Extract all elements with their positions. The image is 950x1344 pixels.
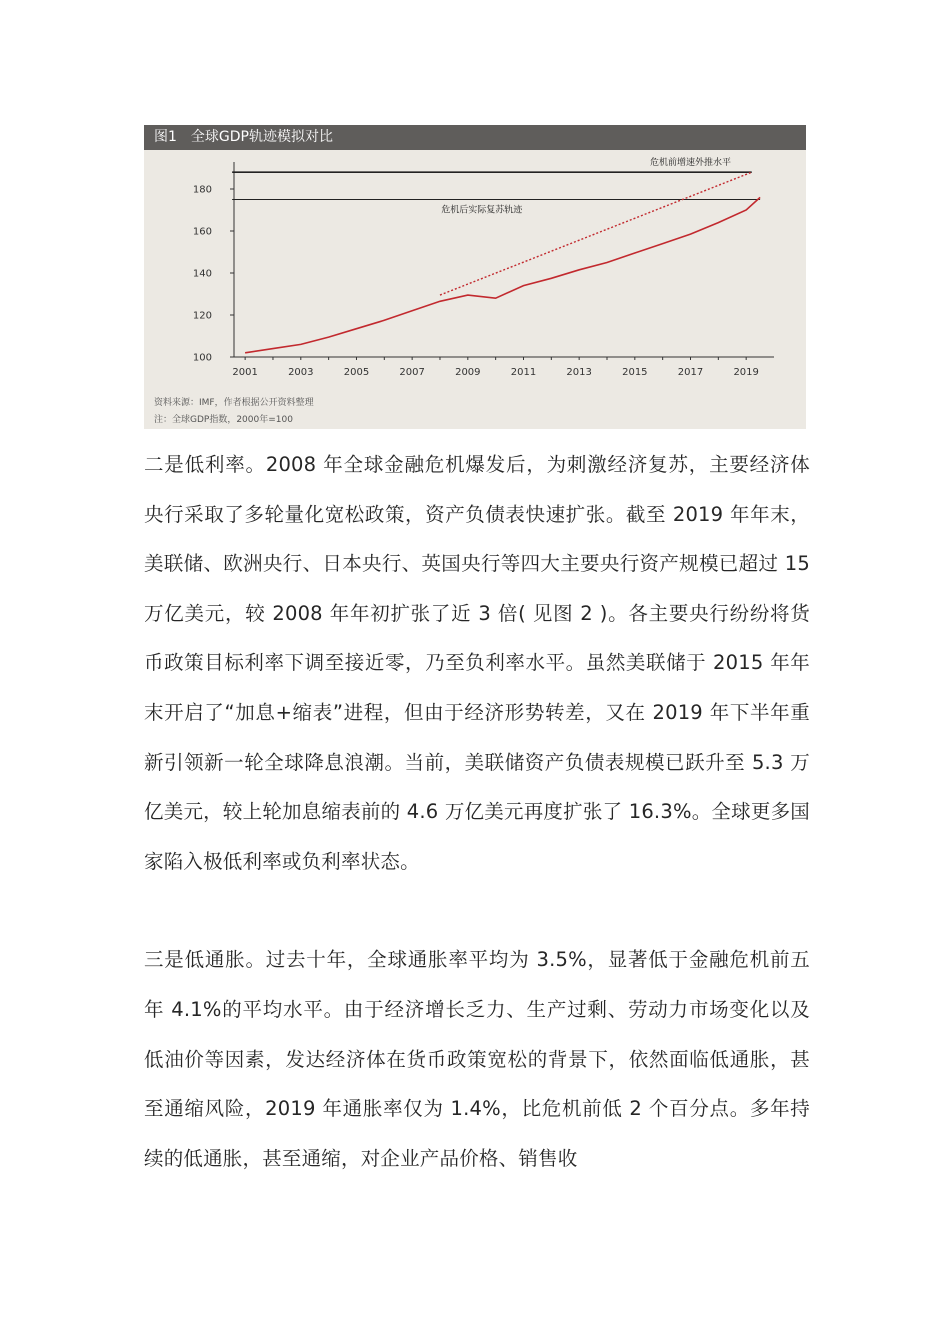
x-tick-label: 2003 bbox=[288, 367, 314, 378]
figure-note: 注：全球GDP指数，2000年=100 bbox=[154, 415, 293, 425]
y-tick-label: 140 bbox=[192, 268, 212, 280]
paragraph-low-interest: 二是低利率。2008 年全球金融危机爆发后，为刺激经济复苏，主要经济体央行采取了多轮量化宽松政策，资产负债表快速扩张。截至 2019 年年末，美联储、欧洲央行、日本央行、英国央行等四大主要央行资产规模已超过 15 万亿美元，较 2008 年年初扩张了近 3 倍( 见图 2 )。各主要央行纷纷将货币政策目标利率下调至接近零，乃至负利率水平。虽然美联储于 2015 年年末开启了“加息+缩表”进程，但由于经济形势转差，又在 2019 年下半年重新引领新一轮全球降息浪潮。当前，美联储资产负债表规模已跃升至 5.3 万亿美元，较上轮加息缩表前的 4.6 万亿美元再度扩张了 16.3%。全球更多国家陷入极低利率或负利率状态。 bbox=[144, 453, 810, 873]
reference-line-label: 危机后实际复苏轨迹 bbox=[441, 205, 523, 216]
x-tick-label: 2019 bbox=[733, 367, 759, 378]
x-tick-label: 2005 bbox=[343, 367, 370, 378]
gdp-extrapolated-line bbox=[440, 172, 752, 295]
y-tick-label: 160 bbox=[192, 226, 212, 238]
figure-source: 资料来源：IMF，作者根据公开资料整理 bbox=[154, 398, 314, 408]
figure-gdp bbox=[144, 125, 806, 429]
paragraph-gap bbox=[144, 886, 810, 935]
article-body bbox=[144, 440, 810, 1183]
paragraph-low-inflation: 三是低通胀。过去十年，全球通胀率平均为 3.5%，显著低于金融危机前五年 4.1%的平均水平。由于经济增长乏力、生产过剩、劳动力市场变化以及低油价等因素，发达经济体在货币政策宽松的背景下，依然面临低通胀，甚至通缩风险，2019 年通胀率仅为 1.4%，比危机前低 2 个百分点。多年持续的低通胀，甚至通缩，对企业产品价格、销售收 bbox=[144, 948, 810, 1170]
x-tick-label: 2001 bbox=[232, 367, 258, 378]
figure-header bbox=[144, 125, 806, 150]
x-tick-label: 2015 bbox=[622, 367, 648, 378]
y-tick-label: 100 bbox=[192, 352, 212, 364]
y-tick-label: 120 bbox=[192, 310, 212, 322]
figure-title: 全球GDP轨迹模拟对比 bbox=[190, 129, 333, 145]
gdp-chart bbox=[144, 150, 806, 429]
y-tick-label: 180 bbox=[192, 184, 212, 196]
x-tick-label: 2007 bbox=[399, 367, 425, 378]
x-tick-label: 2013 bbox=[566, 367, 592, 378]
figure-label: 图1 bbox=[154, 129, 177, 145]
reference-line-label: 危机前增速外推水平 bbox=[649, 158, 732, 169]
gdp-actual-line bbox=[245, 197, 760, 352]
x-tick-label: 2009 bbox=[455, 367, 481, 378]
x-tick-label: 2011 bbox=[510, 367, 537, 378]
x-tick-label: 2017 bbox=[677, 367, 704, 378]
